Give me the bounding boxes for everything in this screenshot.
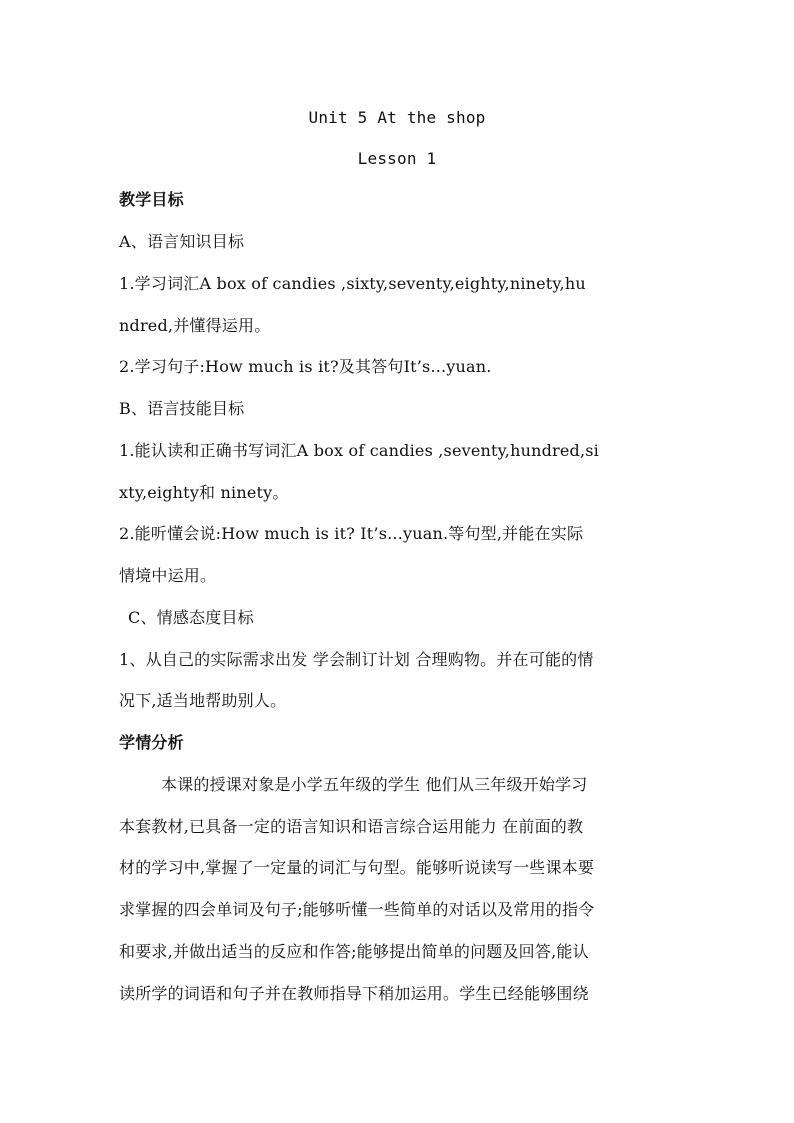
section-heading-teaching-goals: 教学目标	[119, 190, 184, 209]
attitude-goal-line-1b: 况下,适当地帮助别人。	[119, 691, 287, 710]
subsection-heading-attitude: C、情感态度目标	[128, 608, 254, 627]
knowledge-goal-line-1a: 1.学习词汇A box of candies ,sixty,seventy,eighty,ninety,hu	[119, 274, 586, 293]
skills-goal-line-1a: 1.能认读和正确书写词汇A box of candies ,seventy,hundred,si	[119, 441, 599, 460]
analysis-paragraph-line-4: 求掌握的四会单词及句子;能够听懂一些简单的对话以及常用的指令	[119, 900, 595, 919]
section-heading-student-analysis: 学情分析	[119, 733, 184, 752]
analysis-paragraph-line-5: 和要求,并做出适当的反应和作答;能够提出简单的问题及回答,能认	[119, 942, 589, 961]
skills-goal-line-2a: 2.能听懂会说:How much is it? It’s...yuan.等句型,并能在实际	[119, 524, 584, 543]
analysis-paragraph-line-6: 读所学的词语和句子并在教师指导下稍加运用。学生已经能够围绕	[119, 984, 589, 1003]
subsection-heading-language-skills: B、语言技能目标	[119, 399, 245, 418]
subsection-heading-language-knowledge: A、语言知识目标	[119, 232, 245, 251]
analysis-paragraph-line-1: 本课的授课对象是小学五年级的学生 他们从三年级开始学习	[161, 775, 588, 794]
knowledge-goal-line-2: 2.学习句子:How much is it?及其答句It’s...yuan.	[119, 357, 492, 376]
analysis-paragraph-line-2: 本套教材,已具备一定的语言知识和语言综合运用能力 在前面的教	[119, 817, 584, 836]
skills-goal-line-2b: 情境中运用。	[119, 566, 217, 585]
document-title: Unit 5 At the shop	[308, 108, 486, 127]
analysis-paragraph-line-3: 材的学习中,掌握了一定量的词汇与句型。能够听说读写一些课本要	[119, 858, 595, 877]
attitude-goal-line-1a: 1、从自己的实际需求出发 学会制订计划 合理购物。并在可能的情	[119, 650, 594, 669]
skills-goal-line-1b: xty,eighty和 ninety。	[119, 483, 289, 502]
knowledge-goal-line-1b: ndred,并懂得运用。	[119, 316, 271, 335]
document-subtitle: Lesson 1	[357, 149, 437, 168]
